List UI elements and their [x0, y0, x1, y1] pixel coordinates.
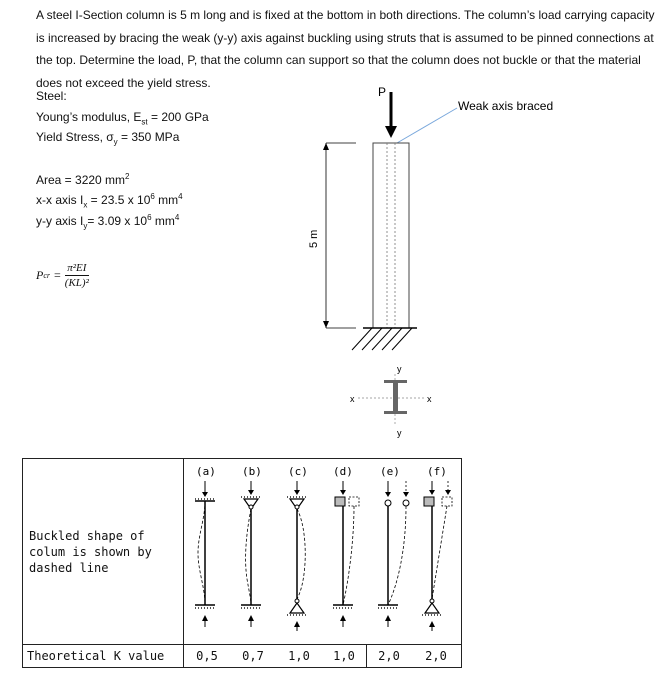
- fixed-base-hatch: [352, 328, 412, 350]
- case-label-a: (a): [196, 465, 216, 478]
- ix: [36, 192, 183, 209]
- shapes-cell: [184, 459, 462, 645]
- youngs-modulus: [36, 110, 209, 126]
- k-values-cell: [184, 645, 462, 668]
- formula-equals: =: [54, 267, 61, 282]
- length-label: 5 m: [308, 229, 320, 248]
- formula-lhs-sub: cr: [43, 270, 51, 280]
- k-value-d: 1,0: [333, 649, 355, 663]
- section-top-flange: [384, 380, 407, 383]
- theory-label: Theoretical K value: [27, 649, 165, 663]
- k-value-c: 1,0: [288, 649, 310, 663]
- formula-numerator: π²EI: [67, 261, 87, 274]
- dim-arrow-top: [323, 143, 329, 150]
- youngs-text: Young’s modulus, E: [36, 110, 142, 124]
- iy-sup: 6: [147, 213, 152, 222]
- yield-stress: [36, 130, 179, 146]
- iy-sub: y: [83, 221, 88, 231]
- area: [36, 172, 130, 187]
- iy-unit: mm: [151, 214, 175, 228]
- axis-x-right: x: [427, 394, 432, 404]
- section-bottom-flange: [384, 411, 407, 414]
- iy-text: y-y axis I: [36, 214, 84, 228]
- case-label-d: (d): [333, 465, 353, 478]
- theory-label-cell: [23, 645, 184, 668]
- k-value-a: 0,5: [196, 649, 218, 663]
- case-label-c: (c): [288, 465, 308, 478]
- yield-sub: y: [113, 137, 118, 147]
- case-d-diagram: [333, 481, 359, 627]
- case-f-diagram: [422, 481, 452, 631]
- dim-arrow-bottom: [323, 321, 329, 328]
- case-e-diagram: [378, 481, 409, 627]
- ix-unit: mm: [154, 193, 179, 207]
- axis-y-bottom: y: [397, 428, 402, 438]
- k-value-f: 2,0: [425, 649, 447, 663]
- case-a-diagram: [195, 481, 215, 627]
- yield-text: Yield Stress, σ: [36, 130, 114, 144]
- axis-x-left: x: [350, 394, 355, 404]
- section-web: [393, 383, 398, 411]
- yield-value: = 350 MPa: [117, 130, 180, 144]
- ix-sub: x: [83, 200, 88, 210]
- row-label: Buckled shape of colum is shown by dashed line: [29, 528, 152, 575]
- brace-leader-line: [397, 108, 457, 143]
- formula-denominator: (KL)²: [64, 276, 89, 289]
- youngs-sub: st: [141, 117, 148, 127]
- ix-value: = 23.5 x 10: [87, 193, 151, 207]
- youngs-value: = 200 GPa: [147, 110, 209, 124]
- case-label-f: (f): [427, 465, 447, 478]
- k-values-row: [184, 645, 461, 667]
- load-label: P: [378, 85, 387, 99]
- k-value-table: [22, 458, 462, 668]
- k-value-e: 2,0: [366, 645, 411, 667]
- case-b-diagram: [241, 481, 261, 627]
- row-label-cell: [23, 459, 184, 645]
- column-diagram: [300, 80, 600, 450]
- case-label-e: (e): [380, 465, 400, 478]
- formula-lhs: P: [36, 267, 44, 282]
- brace-note: Weak axis braced: [458, 99, 554, 113]
- euler-formula: [36, 257, 89, 293]
- area-text: Area = 3220 mm: [36, 173, 126, 187]
- buckling-shapes: [184, 459, 460, 639]
- iy: [36, 213, 179, 230]
- problem-statement: A steel I-Section column is 5 m long and is fixed at the bottom in both directions. The column’s load carrying capacity is increased by bracing the weak (y-y) axis against buckling using struts that is assumed to be pinned connections at the top. Determine the load, P, that the column can support so that the column does not buckle or that the material does not exceed the yield stress.: [36, 8, 655, 90]
- column-outline: [373, 143, 409, 328]
- iy-sup2: 4: [174, 213, 180, 222]
- ix-sup: 6: [150, 192, 155, 201]
- area-sup: 2: [125, 172, 130, 181]
- case-c-diagram: [287, 481, 307, 631]
- load-arrow-head: [385, 126, 397, 138]
- iy-value: = 3.09 x 10: [87, 214, 148, 228]
- axis-y-top: y: [397, 364, 402, 374]
- k-value-b: 0,7: [242, 649, 264, 663]
- ix-text: x-x axis I: [36, 193, 84, 207]
- formula-fraction: [65, 262, 89, 289]
- ix-sup2: 4: [178, 192, 183, 201]
- steel-label: Steel:: [36, 89, 67, 103]
- case-label-b: (b): [242, 465, 262, 478]
- fraction-bar: [65, 275, 89, 276]
